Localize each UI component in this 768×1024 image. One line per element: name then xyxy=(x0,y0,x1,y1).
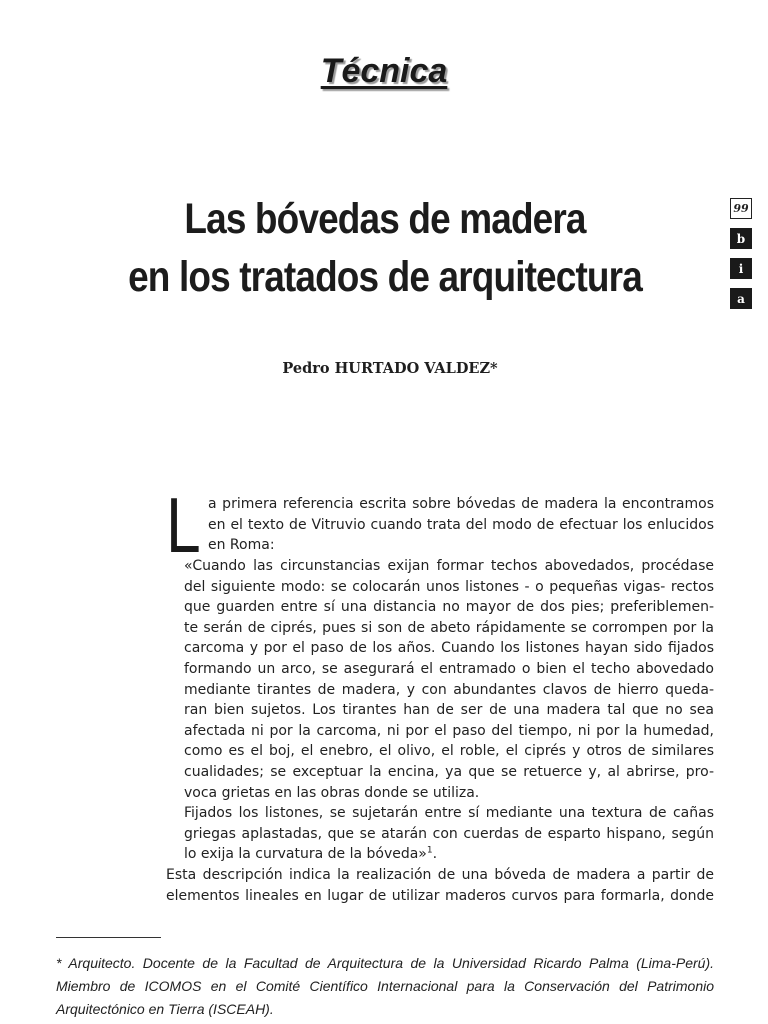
quote-line: te serán de ciprés, pues si son de abeto rápidamente se corrompen por la xyxy=(184,619,714,636)
quote-last-text: lo exija la curvatura de la bóveda» xyxy=(184,846,427,863)
intro-line: a primera referencia escrita sobre bóvedas de madera la encontramos xyxy=(208,496,714,512)
side-tab-i: i xyxy=(730,258,752,279)
section-heading: Técnica xyxy=(320,52,448,90)
author-footnote: * Arquitecto. Docente de la Facultad de Arquitectura de la Universidad Ricardo Palma (Lima-Perú). Miembro de ICOMOS en el Comité Científico Internacional para la Conservación del Patrimonio Arquitectónico en Tierra (ISCEAH). xyxy=(56,955,714,1017)
quote-last-period: . xyxy=(432,846,438,863)
page-number: 99 xyxy=(730,198,752,219)
quote-line: voca grietas en las obras donde se utiliza. xyxy=(184,784,480,801)
drop-cap: L xyxy=(166,481,201,569)
intro-paragraph xyxy=(208,494,714,556)
footnote-reference[interactable]: 1 xyxy=(426,845,433,856)
side-tab-a: a xyxy=(730,288,752,309)
intro-line: en el texto de Vitruvio cuando trata del modo de efectuar los enlucidos xyxy=(208,516,714,533)
quote-line: carcoma y por el paso de los años. Cuando los listones hayan sido fijados xyxy=(184,640,714,657)
side-tab-b: b xyxy=(730,228,752,249)
article-title xyxy=(88,190,681,306)
quote-line: afectada ni por la carcoma, ni por el paso del tiempo, ni por la humedad, xyxy=(184,722,714,739)
quote-last-line xyxy=(184,844,714,865)
continuation-line: Esta descripción indica la realización de una bóveda de madera a partir de xyxy=(166,867,714,883)
quote-line: del siguiente modo: se colocarán unos listones - o pequeñas vigas- rectos xyxy=(184,578,714,595)
quote-line: como es el boj, el enebro, el olivo, el roble, el ciprés y otros de similares xyxy=(184,743,714,760)
quote-block xyxy=(184,556,714,865)
side-tabs xyxy=(730,198,752,318)
quote-line: ran bien sujetos. Los tirantes han de ser de una madera tal que no sea xyxy=(184,702,714,719)
quote-line: formando un arco, se asegurará el entramado o bien el techo abovedado xyxy=(184,660,714,677)
author-name: Pedro HURTADO VALDEZ* xyxy=(282,360,498,377)
quote-line: griegas aplastadas, que se atarán con cuerdas de esparto hispano, según xyxy=(184,825,714,842)
footnote-divider xyxy=(56,937,161,938)
quote-line: que guarden entre sí una distancia no mayor de dos pies; preferiblemen- xyxy=(184,599,714,616)
intro-line: en Roma: xyxy=(208,537,275,554)
title-line-1: Las bóvedas de madera xyxy=(184,195,586,243)
title-line-2: en los tratados de arquitectura xyxy=(128,253,642,301)
quote-line: cualidades; se exceptuar la encina, ya que se retuerce y, al abrirse, pro- xyxy=(184,763,714,780)
quote-line: Fijados los listones, se sujetarán entre sí mediante una textura de cañas xyxy=(184,805,714,822)
continuation-line: elementos lineales en lugar de utilizar maderos curvos para formarla, donde xyxy=(166,887,714,904)
continuation-paragraph xyxy=(166,865,714,906)
quote-line: mediante tirantes de madera, y con abundantes clavos de hierro queda- xyxy=(184,681,714,698)
quote-line: «Cuando las circunstancias exijan formar techos abovedados, procédase xyxy=(184,558,714,574)
